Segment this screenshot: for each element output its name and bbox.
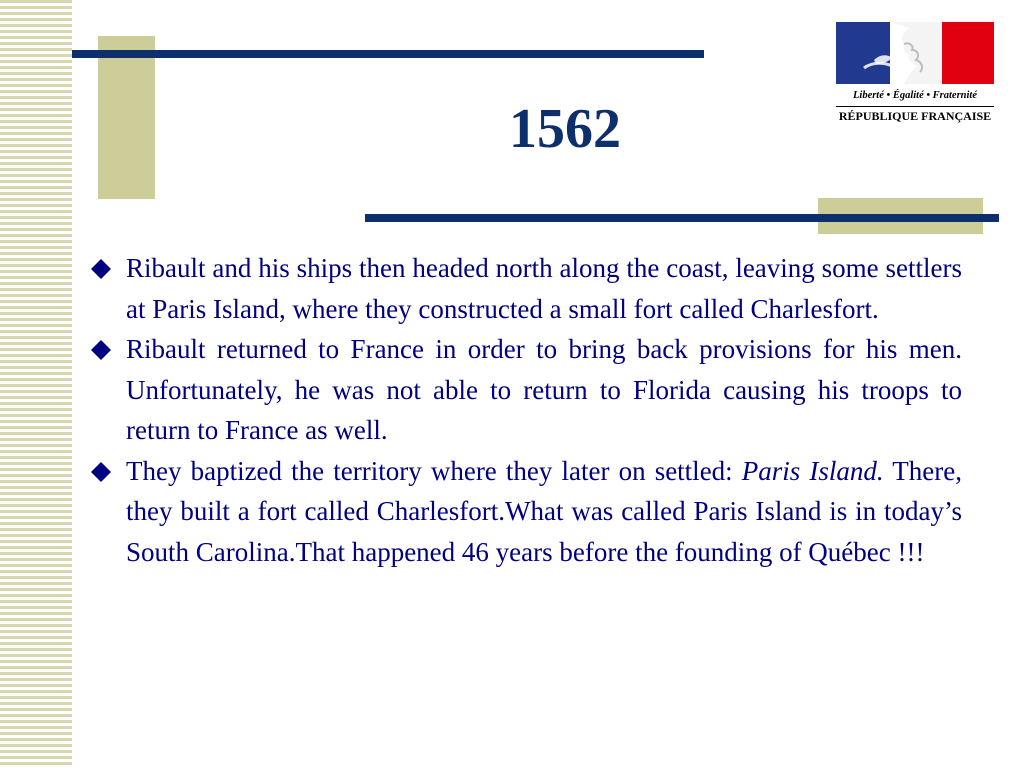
- bullet-list: [90, 248, 962, 572]
- logo-divider: [836, 106, 994, 107]
- diamond-icon: [90, 339, 112, 361]
- decorative-rule-top: [72, 50, 704, 58]
- logo-republic-name: RÉPUBLIQUE FRANÇAISE: [838, 109, 992, 123]
- logo-motto: Liberté • Égalité • Fraternité: [852, 90, 977, 101]
- bullet-text-start: They baptized the territory where they later on settled:: [126, 455, 742, 486]
- slide-title: 1562: [509, 98, 621, 160]
- decorative-rule-bottom: [365, 214, 999, 222]
- bullet-text: Ribault returned to France in order to bring back provisions for his men. Unfortunately, he was not able to return to Florida causing his troops to return to France as well.: [126, 334, 962, 445]
- diamond-icon: [90, 461, 112, 483]
- bullet-item: [90, 248, 962, 329]
- bullet-text-end: There, they built a fort called Charlesfort.What was called Paris Island is in today’s South Carolina.That happened 46 years before the founding of Québec !!!: [126, 455, 962, 567]
- decorative-stripes: [0, 0, 72, 768]
- bullet-item: [90, 329, 962, 451]
- bullet-text: [126, 456, 962, 567]
- bullet-text-italic: Paris Island.: [741, 455, 884, 486]
- decorative-block-top: [98, 36, 155, 199]
- diamond-icon: [90, 258, 112, 280]
- bullet-text: Ribault and his ships then headed north along the coast, leaving some settlers at Paris Island, where they constructed a small fort called Charlesfort.: [126, 253, 962, 324]
- republique-francaise-logo: [834, 20, 996, 132]
- marianne-flag-icon: [834, 20, 996, 86]
- bullet-item: [90, 451, 962, 573]
